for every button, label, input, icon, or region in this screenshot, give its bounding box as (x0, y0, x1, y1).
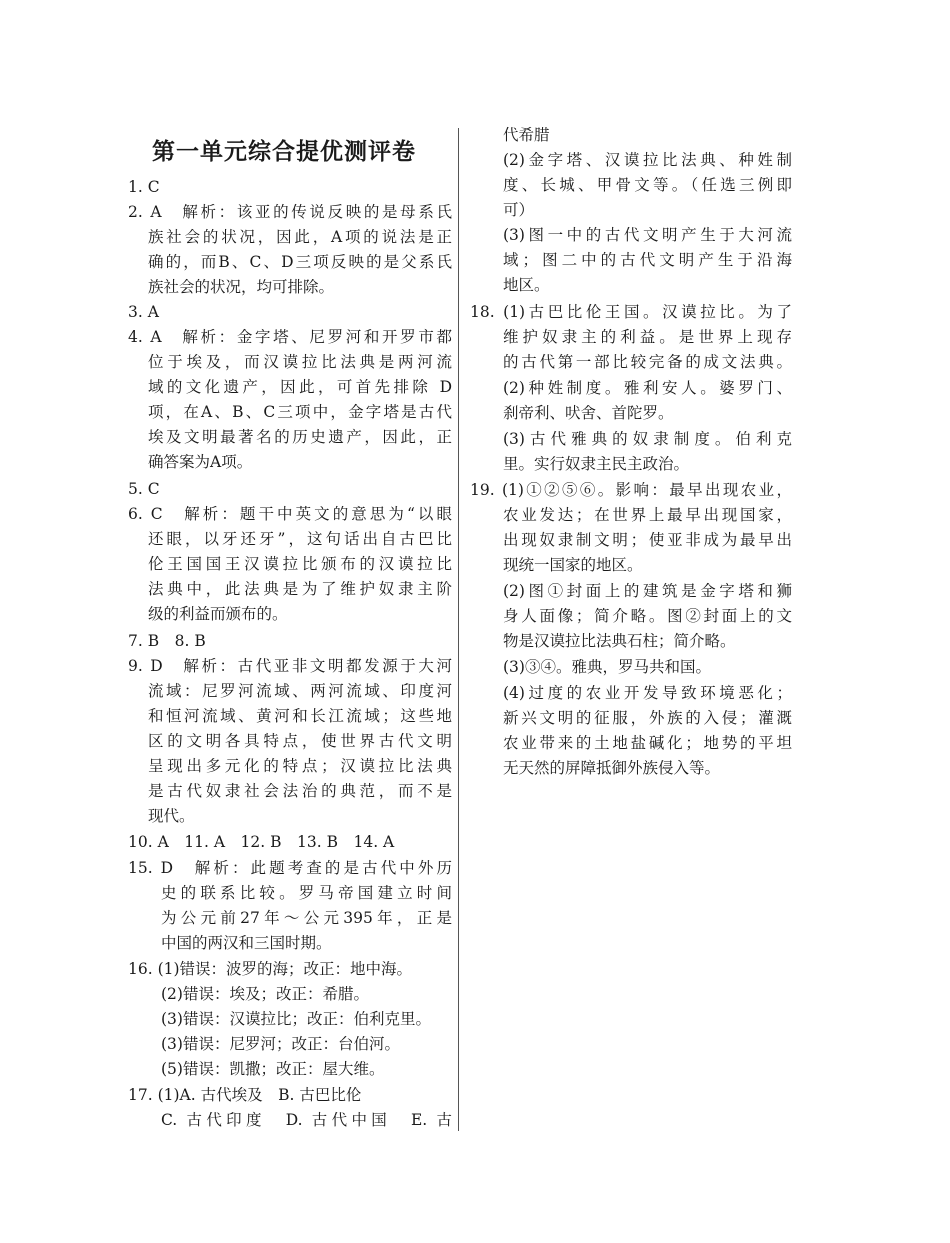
answer-line: 代希腊 (503, 126, 550, 144)
answer-line: 级的利益而颁布的。 (148, 605, 288, 623)
answer-line: (3)图一中的古代文明产生于大河流 (503, 226, 792, 244)
answer-line: 可） (503, 201, 535, 219)
answer-line: 区的文明各具特点，使世界古代文明 (148, 732, 452, 750)
answer-line: 域；图二中的古代文明产生于沿海 (503, 251, 792, 269)
answer-line: (3)错误：尼罗河；改正：台伯河。 (161, 1035, 400, 1053)
answer-line: 4. A 解析：金字塔、尼罗河和开罗市都 (128, 328, 452, 346)
answer-line: 10. A 11. A 12. B 13. B 14. A (128, 833, 395, 851)
answer-line: 史的联系比较。罗马帝国建立时间 (161, 884, 452, 902)
answer-line: 刹帝利、吠舍、首陀罗。 (503, 404, 674, 422)
answer-line: 5. C (128, 480, 160, 498)
answer-line: 出现奴隶制文明；使亚非成为最早出 (503, 531, 792, 549)
answer-line: 物是汉谟拉比法典石柱；简介略。 (503, 632, 736, 650)
answer-line: 2. A 解析：该亚的传说反映的是母系氏 (128, 203, 452, 221)
answer-line: 度、长城、甲骨文等。（任选三例即 (503, 176, 792, 194)
answer-line: (3)错误：汉谟拉比；改正：伯利克里。 (161, 1010, 431, 1028)
answer-line: 法典中，此法典是为了维护奴隶主阶 (148, 580, 452, 598)
answer-line: 18. (1)古巴比伦王国。汉谟拉比。为了 (470, 303, 792, 321)
answer-line: 项，在A、B、C三项中，金字塔是古代 (148, 403, 452, 421)
answer-line: 农业发达；在世界上最早出现国家， (503, 506, 792, 524)
answer-line: 1. C (128, 178, 160, 196)
answer-line: 新兴文明的征服，外族的入侵；灌溉 (503, 709, 792, 727)
answer-line: 农业带来的土地盐碱化；地势的平坦 (503, 734, 792, 752)
answer-line: 族社会的状况，因此，A项的说法是正 (148, 228, 452, 246)
answer-line: 7. B 8. B (128, 632, 206, 650)
page-title: 第一单元综合提优测评卷 (152, 139, 416, 165)
answer-line: 中国的两汉和三国时期。 (161, 934, 332, 952)
answer-line: (4)过度的农业开发导致环境恶化； (503, 684, 792, 702)
answer-line: 流域：尼罗河流域、两河流域、印度河 (148, 682, 452, 700)
answer-line: 现代。 (148, 807, 195, 825)
answer-line: (2)种姓制度。雅利安人。婆罗门、 (503, 379, 792, 397)
answer-line: C. 古代印度 D. 古代中国 E. 古 (161, 1111, 452, 1129)
answer-line: 确的，而B、C、D三项反映的是父系氏 (148, 253, 452, 271)
answer-line: (3)③④。雅典，罗马共和国。 (503, 658, 711, 676)
answer-line: 里。实行奴隶主民主政治。 (503, 455, 690, 473)
answer-line: (3)古代雅典的奴隶制度。伯利克 (503, 430, 792, 448)
answer-line: 9. D 解析：古代亚非文明都发源于大河 (128, 657, 452, 675)
answer-line: 15. D 解析：此题考查的是古代中外历 (128, 859, 452, 877)
answer-line: 维护奴隶主的利益。是世界上现存 (503, 328, 792, 346)
answer-line: 呈现出多元化的特点；汉谟拉比法典 (148, 757, 452, 775)
answer-line: 族社会的状况，均可排除。 (148, 278, 335, 296)
answer-line: (5)错误：凯撒；改正：屋大维。 (161, 1060, 385, 1078)
answer-line: 为公元前27年～公元395年，正是 (161, 909, 452, 927)
answer-line: (2)金字塔、汉谟拉比法典、种姓制 (503, 151, 792, 169)
answer-line: 3. A (128, 303, 159, 321)
answer-line: 位于埃及，而汉谟拉比法典是两河流 (148, 353, 452, 371)
answer-line: 无天然的屏障抵御外族侵入等。 (503, 759, 721, 777)
answer-line: 伦王国国王汉谟拉比颁布的汉谟拉比 (148, 555, 452, 573)
answer-line: 和恒河流域、黄河和长江流域；这些地 (148, 707, 452, 725)
column-divider (458, 128, 459, 1131)
answer-line: 6. C 解析：题干中英文的意思为“以眼 (128, 505, 452, 523)
answer-line: 19. (1)①②⑤⑥。影响：最早出现农业， (470, 481, 792, 499)
answer-line: 域的文化遗产，因此，可首先排除 D (148, 378, 452, 396)
answer-line: 确答案为A项。 (148, 453, 253, 471)
answer-line: 的古代第一部比较完备的成文法典。 (503, 353, 792, 371)
answer-line: 还眼，以牙还牙”，这句话出自古巴比 (148, 530, 452, 548)
answer-line: 是古代奴隶社会法治的典范，而不是 (148, 782, 452, 800)
answer-line: 身人面像；简介略。图②封面上的文 (503, 607, 792, 625)
answer-line: (2)错误：埃及；改正：希腊。 (161, 985, 369, 1003)
answer-line: 17. (1)A. 古代埃及 B. 古巴比伦 (128, 1086, 362, 1104)
answer-line: 地区。 (503, 276, 550, 294)
answer-line: (2)图①封面上的建筑是金字塔和狮 (503, 582, 792, 600)
answer-line: 16. (1)错误：波罗的海；改正：地中海。 (128, 960, 413, 978)
answer-line: 埃及文明最著名的历史遗产，因此，正 (148, 428, 452, 446)
answer-line: 现统一国家的地区。 (503, 556, 643, 574)
